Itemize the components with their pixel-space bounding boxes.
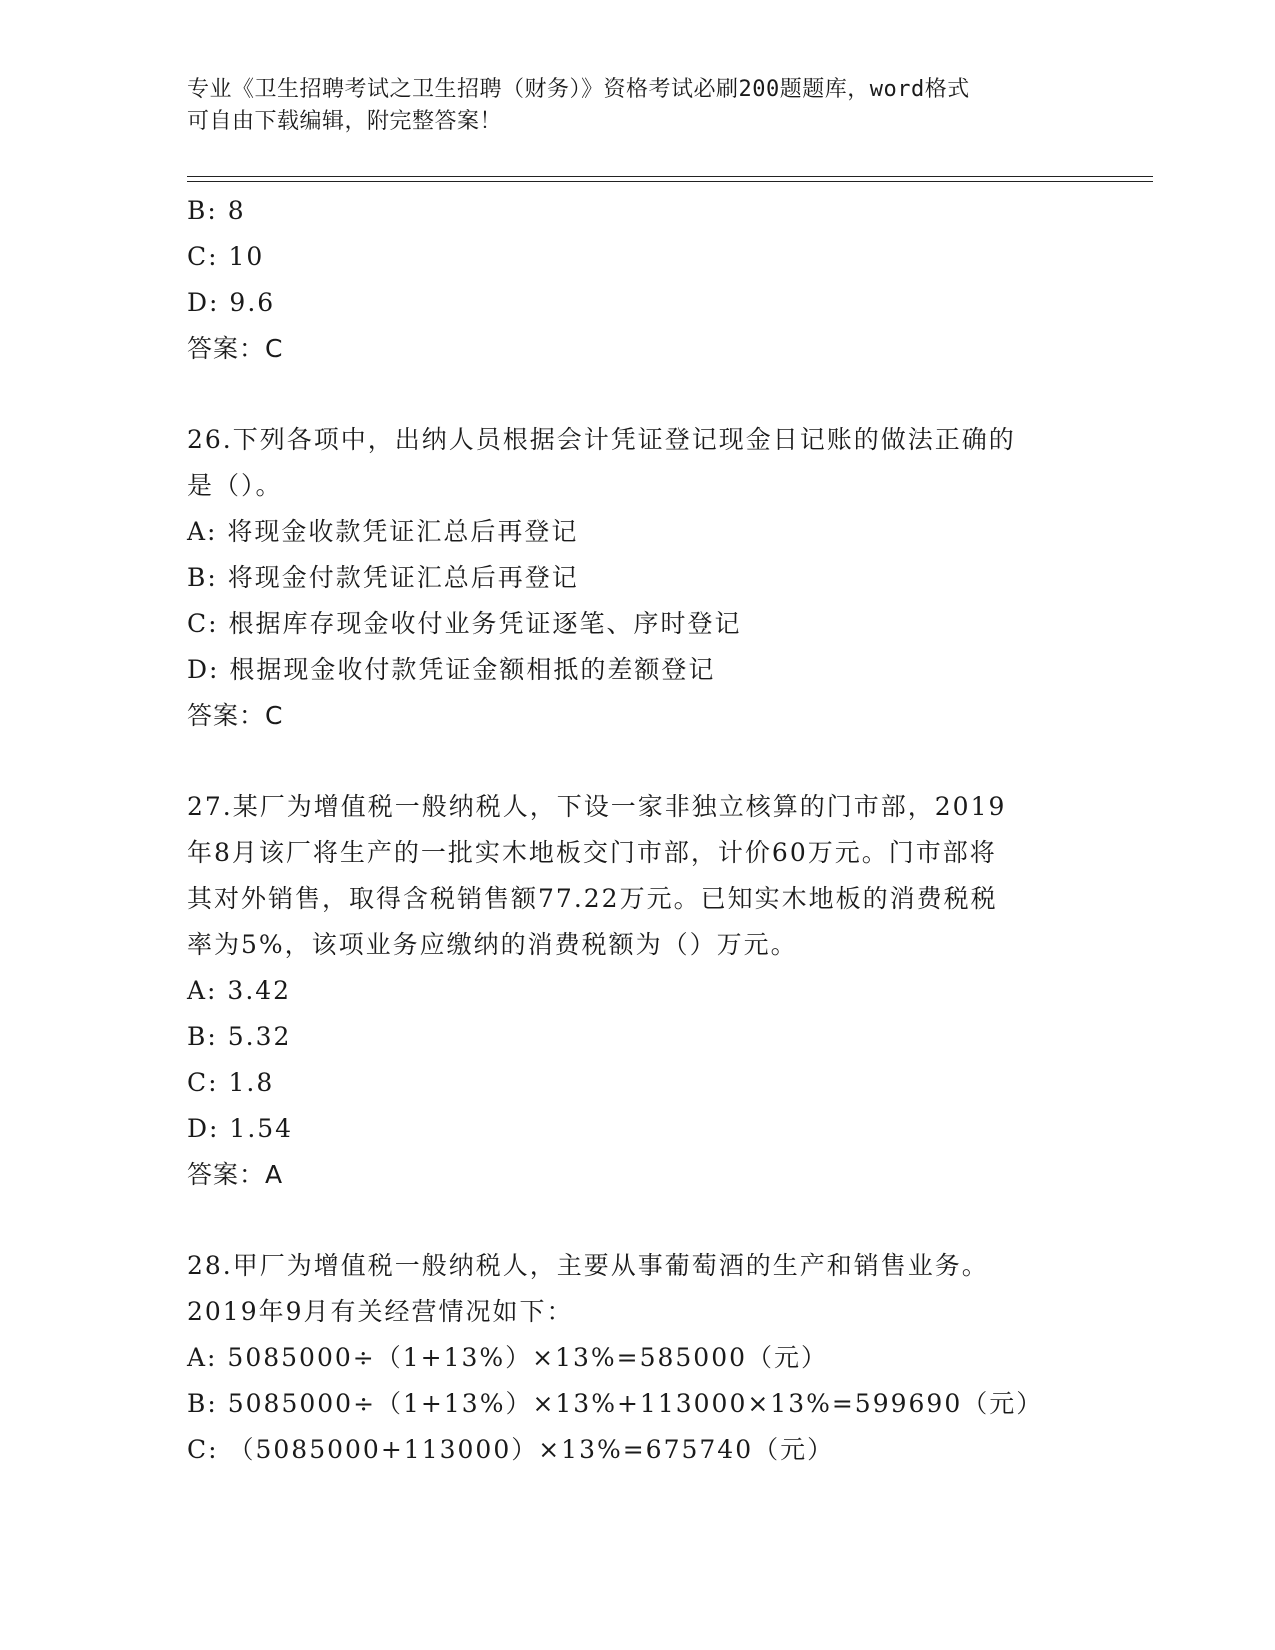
answer-line: 答案：A: [187, 1160, 284, 1189]
question-26: [187, 417, 1087, 739]
option-c: C: 10: [187, 242, 265, 271]
option-b: B: 5.32: [187, 1022, 292, 1051]
question-spacer: [187, 1198, 1087, 1243]
question-content: [187, 188, 1087, 1473]
question-27: [187, 784, 1087, 1198]
answer-line: 答案：C: [187, 701, 284, 730]
option-b: B: 8: [187, 196, 246, 225]
option-c: C: 1.8: [187, 1068, 275, 1097]
header-title-line-1: 专业《卫生招聘考试之卫生招聘（财务）》资格考试必刷200题题库，word格式: [187, 77, 970, 102]
question-stem-line: 是（）。: [187, 471, 283, 500]
option-a: A: 将现金收款凭证汇总后再登记: [187, 517, 579, 546]
option-b: B: 将现金付款凭证汇总后再登记: [187, 563, 579, 592]
option-d: D: 根据现金收付款凭证金额相抵的差额登记: [187, 655, 716, 684]
answer-line: 答案：C: [187, 334, 284, 363]
question-stem-line: 年8月该厂将生产的一批实木地板交门市部，计价60万元。门市部将: [187, 838, 997, 867]
option-a: A: 3.42: [187, 976, 292, 1005]
question-28: [187, 1243, 1087, 1473]
question-stem-line: 26.下列各项中，出纳人员根据会计凭证登记现金日记账的做法正确的: [187, 425, 1016, 454]
option-c: C: （5085000+113000）×13%=675740（元）: [187, 1435, 835, 1464]
option-c: C: 根据库存现金收付业务凭证逐笔、序时登记: [187, 609, 742, 638]
header-divider-bottom: [187, 181, 1153, 182]
question-stem-line: 率为5%，该项业务应缴纳的消费税额为（）万元。: [187, 930, 798, 959]
document-header: [187, 74, 1067, 138]
question-spacer: [187, 739, 1087, 784]
option-b: B: 5085000÷（1+13%）×13%+113000×13%=599690（元）: [187, 1389, 1044, 1418]
question-25: [187, 188, 1087, 372]
option-a: A: 5085000÷（1+13%）×13%=585000（元）: [187, 1343, 829, 1372]
question-stem-line: 28.甲厂为增值税一般纳税人，主要从事葡萄酒的生产和销售业务。: [187, 1251, 989, 1280]
option-d: D: 1.54: [187, 1114, 294, 1143]
question-spacer: [187, 372, 1087, 417]
option-d: D: 9.6: [187, 288, 276, 317]
question-stem-line: 27.某厂为增值税一般纳税人，下设一家非独立核算的门市部，2019: [187, 792, 1007, 821]
header-title-line-2: 可自由下载编辑，附完整答案！: [187, 109, 503, 134]
question-stem-line: 2019年9月有关经营情况如下：: [187, 1297, 574, 1326]
question-stem-line: 其对外销售，取得含税销售额77.22万元。已知实木地板的消费税税: [187, 884, 998, 913]
header-divider-top: [187, 176, 1153, 177]
